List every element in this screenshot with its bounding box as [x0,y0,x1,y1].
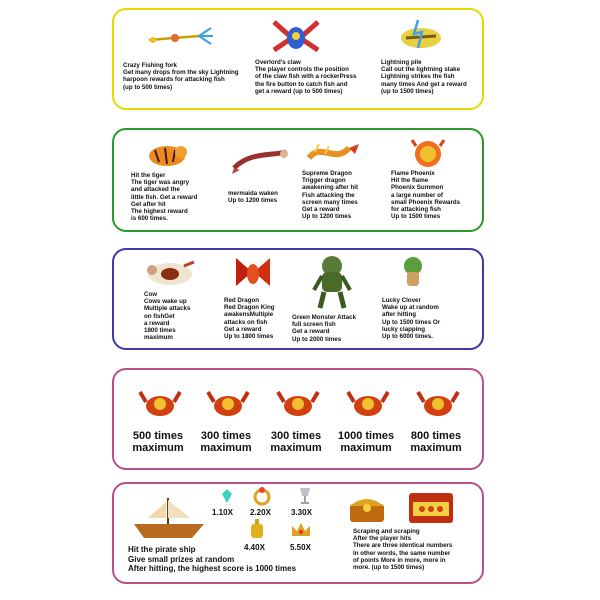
mult-1-label: 1.10X [212,508,233,517]
crab-500-icon [138,386,182,422]
goblet-icon [298,486,312,506]
mult-4-label: 4.40X [244,543,265,552]
tiger-icon [145,140,189,170]
mult-3-label: 3.30X [291,508,312,517]
crown-icon [290,520,312,540]
lucky-clover-text: Lucky Clover Wake up at random after hitting Up to 1500 times Or lucky clapping Up to 6000 times. [382,297,441,341]
lightning-pile-text: Lightning pile Call out the lightning stake Lightning strikes the fish many times And get a reward (up to 1500 times) [381,59,467,95]
crab-1000-label: 1000 times maximum [337,430,395,454]
flame-phoenix-text: Flame Phoenix Hit the flame Phoenix Summon a large number of small Phoenix Rewards for attacking fish Up to 1500 times [391,170,461,221]
red-dragon-icon [232,252,274,292]
supreme-dragon-text: Supreme Dragon Trigger dragon awakening after hit Fish attacking the screen many times Get a reward Up to 1200 times [302,170,359,221]
crazy-fork-text: Crazy Fishing fork Get many drops from the sky Lightning harpoon rewards for attacking fish (up to 500 times) [123,62,239,91]
mermaid-text: mermaida waken Up to 1200 times [228,190,278,205]
lightning-pile-icon [396,18,446,54]
supreme-dragon-icon [305,138,361,168]
mult-2-label: 2.20X [250,508,271,517]
claw-crab-icon [268,16,324,58]
green-monster-icon [312,252,352,310]
cow-text: Cow Cows wake up Multiple attacks on fishGet a reward 1800 times maximum [144,291,191,342]
cow-icon [142,258,198,288]
scratch-card-icon [408,492,454,524]
crab-1000-icon [346,386,390,422]
pirate-text: Hit the pirate ship Give small prizes at random After hitting, the highest score is 1000 times [128,545,297,573]
crab-500-label: 500 times maximum [132,430,184,454]
pirate-ship-icon [130,494,208,540]
ring-icon [252,486,272,506]
red-dragon-text: Red Dragon Red Dragon King awakensMultiple attacks on fish Get a reward Up to 1800 times [224,297,275,341]
scraping-text: Scraping and scraping After the player hits There are three identical numbers In other words, the same number of points More in more, more in more. (up to 1500 times) [353,528,453,572]
crab-300b-label: 300 times maximum [270,430,322,454]
gem-icon [219,488,235,504]
bottle-icon [249,518,265,540]
crab-800-icon [416,386,460,422]
crab-300a-label: 300 times maximum [200,430,252,454]
overlord-claw-text: Overlord's claw The player controls the position of the claw fish with a rockerPress the fire button to catch fish and get a reward (up to 500 times) [255,59,357,95]
flame-phoenix-icon [410,138,446,170]
mult-5-label: 5.50X [290,543,311,552]
lucky-clover-icon [398,254,428,290]
crab-300b-icon [276,386,320,422]
crab-800-label: 800 times maximum [410,430,462,454]
mermaid-icon [230,146,290,176]
trident-fork-icon [145,22,215,52]
green-monster-text: Green Monster Attack full screen fish Get a reward Up to 2000 times [292,314,357,343]
treasure-chest-icon [346,492,388,526]
tiger-text: Hit the tiger The tiger was angry and attacked the little fish. Get a reward Get after hit The highest reward is 600 times. [131,172,198,223]
crab-300a-icon [206,386,250,422]
